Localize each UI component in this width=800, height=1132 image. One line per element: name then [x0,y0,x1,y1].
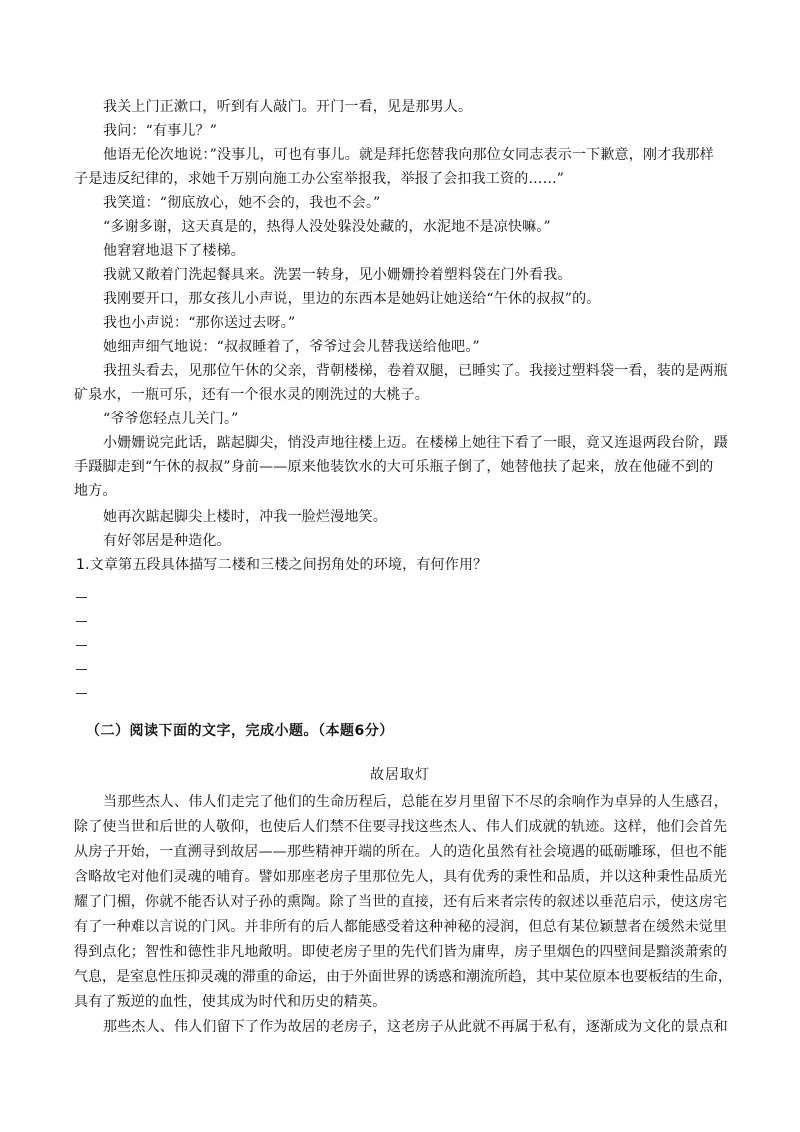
essay-line: 得到点化；智性和德性非凡地敞明。即使老房子里的先代们皆为庸卑，房子里烟色的四壁间是黯淡萧索的 [74,944,728,960]
story-line: 我也小声说：“那你送过去呀。” [103,315,296,331]
story-line: 她细声细气地说：“叔叔睡着了，爷爷过会儿替我送给他吧。” [103,339,480,355]
essay-line: 有了一种难以言说的门风。并非所有的后人都能感受着这种神秘的浸润，但总有某位颖慧者在缓然未觉里 [74,919,728,935]
story-line: 地方。 [74,483,117,499]
story-line: 她再次踮起脚尖上楼时，冲我一脸烂漫地笑。 [103,509,387,525]
answer-line[interactable] [76,597,87,598]
story-line: 手蹑脚走到“午休的叔叔”身前——原来他装饮水的大可乐瓶子倒了，她替他扶了起来，放在他碰不到的 [74,459,714,475]
essay-line: 除了使当世和后世的人敬仰，也使后人们禁不住要寻找这些杰人、伟人们成就的轨迹。这样，他们会首先 [74,819,728,835]
answer-line[interactable] [76,645,87,646]
story-line: 他语无伦次地说：”没事儿，可也有事儿。就是拜托您替我向那位女同志表示一下歉意，刚才我那样 [103,147,714,163]
answer-line[interactable] [76,621,87,622]
story-line: 小姗姗说完此话，踮起脚尖，悄没声地往楼上迈。在楼梯上她往下看了一眼，竟又连退两段台阶，蹑 [103,435,728,451]
question-1: 1.文章第五段具体描写二楼和三楼之间拐角处的环境，有何作用？ [76,557,488,573]
essay-line: 当那些杰人、伟人们走完了他们的生命历程后，总能在岁月里留下不尽的余响作为卓异的人生感召， [103,794,728,810]
essay-line: 具有了叛逆的血性，使其成为时代和历史的精英。 [74,994,387,1010]
story-line: 我关上门正漱口，听到有人敲门。开门一看，见是那男人。 [103,99,473,115]
story-line: 他窘窘地退下了楼梯。 [103,243,245,259]
story-line: 有好邻居是种造化。 [103,533,231,549]
story-line: 子是违反纪律的，求她千万别向施工办公室举报我，举报了会扣我工资的……” [74,171,565,187]
essay-line: 那些杰人、伟人们留下了作为故居的老房子，这老房子从此就不再属于私有，逐渐成为文化的景点和 [103,1019,728,1035]
story-line: “爷爷您轻点儿关门。” [103,411,239,427]
essay-line: 气息，是室息性压抑灵魂的滞重的命运，由于外面世界的诱惑和潮流所趋，其中某位原本也要板结的生命， [74,969,732,985]
essay-title: 故居取灯 [370,767,430,783]
story-line: “多谢多谢，这天真是的，热得人没处躲没处藏的，水泥地不是凉快嘛。” [103,219,551,235]
story-line: 我就又敞着门洗起餐具来。洗罢一转身，见小姗姗拎着塑料袋在门外看我。 [103,267,572,283]
story-line: 我扭头看去，见那位午休的父亲，背朝楼梯，卷着双腿，已睡实了。我接过塑料袋一看，装的是两瓶 [103,363,728,379]
story-line: 我刚要开口，那女孩儿小声说，里边的东西本是她妈让她送给“午休的叔叔”的。 [103,291,601,307]
section-heading: （二）阅读下面的文字，完成小题。（本题6分） [86,723,394,739]
answer-line[interactable] [76,693,87,694]
story-line: 我问：“有事儿？” [103,123,218,139]
story-line: 矿泉水，一瓶可乐，还有一个很水灵的刚洗过的大桃子。 [74,387,429,403]
story-line: 我笑道：“彻底放心，她不会的，我也不会。” [103,195,381,211]
essay-line: 从房子开始，一直溯寻到故居——那些精神开端的所在。人的造化虽然有社会境遇的砥砺雕琢，但也不能 [74,844,728,860]
essay-line: 耀了门楣，你就不能否认对子孙的熏陶。除了当世的直接，还有后来者宗传的叙述以垂范启示，使这房宅 [74,894,728,910]
answer-line[interactable] [76,669,87,670]
essay-line: 含略故宅对他们灵魂的哺育。譬如那座老房子里那位先人，具有优秀的秉性和品质，并以这种秉性品质光 [74,869,728,885]
